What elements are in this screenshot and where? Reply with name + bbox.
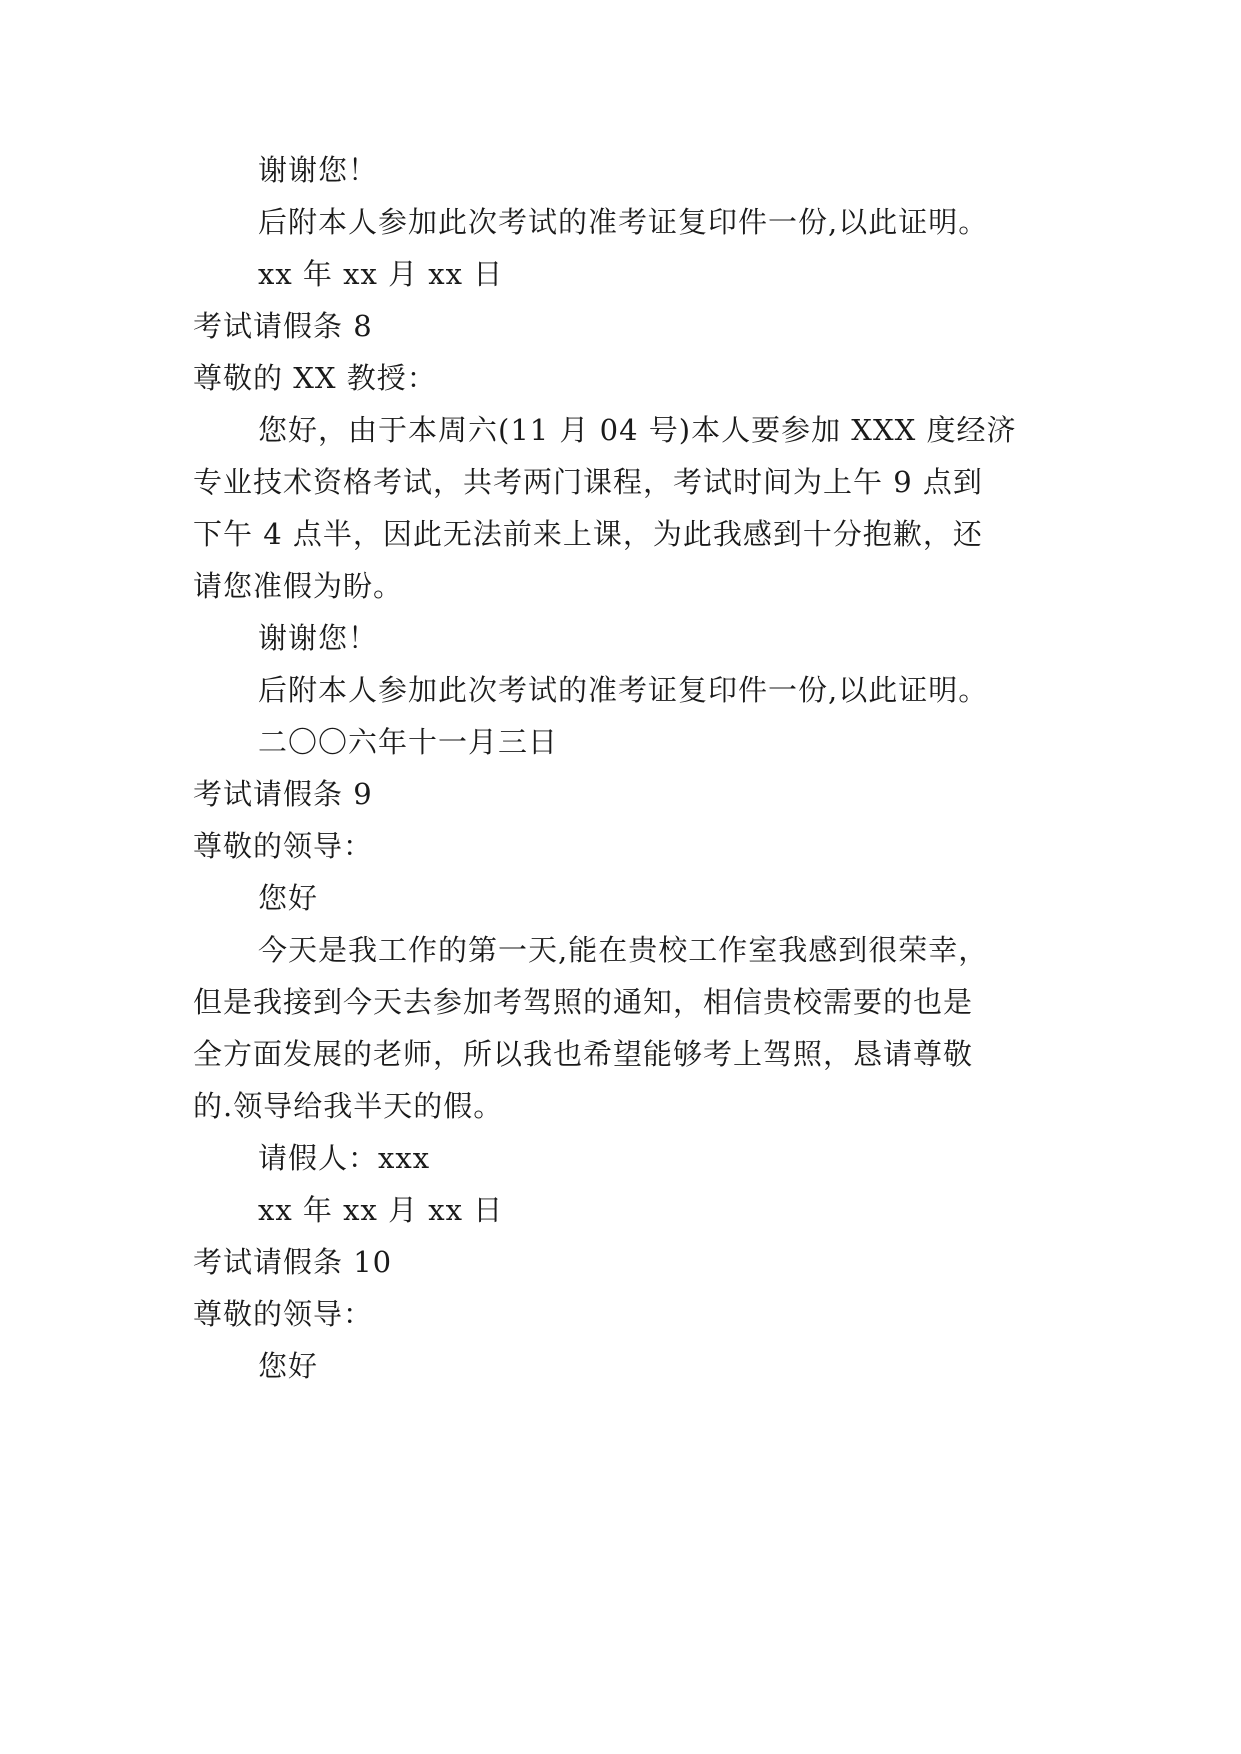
thanks-line: 谢谢您！ [258, 621, 379, 655]
thanks-line: 谢谢您！ [258, 153, 379, 187]
section-title-10: 考试请假条 10 [193, 1245, 393, 1279]
date-line: xx 年 xx 月 xx 日 [258, 1193, 504, 1227]
signature-line: 请假人：xxx [258, 1141, 431, 1175]
date-line: 二〇〇六年十一月三日 [258, 725, 559, 759]
section-title-8: 考试请假条 8 [193, 309, 373, 343]
body-paragraph-line: 您好，由于本周六(11 月 04 号)本人要参加 XXX 度经济 [258, 413, 1017, 447]
body-paragraph-line: 但是我接到今天去参加考驾照的通知，相信贵校需要的也是 [193, 985, 974, 1019]
salutation: 尊敬的领导： [193, 1297, 374, 1331]
attachment-note: 后附本人参加此次考试的准考证复印件一份,以此证明。 [258, 205, 989, 239]
body-paragraph-line: 专业技术资格考试，共考两门课程，考试时间为上午 9 点到 [193, 465, 983, 499]
body-paragraph-line: 全方面发展的老师，所以我也希望能够考上驾照，恳请尊敬 [193, 1037, 974, 1071]
body-paragraph-line: 的.领导给我半天的假。 [193, 1089, 504, 1123]
body-paragraph-line: 今天是我工作的第一天,能在贵校工作室我感到很荣幸， [258, 933, 989, 967]
greeting: 您好 [258, 1349, 319, 1383]
attachment-note: 后附本人参加此次考试的准考证复印件一份,以此证明。 [258, 673, 989, 707]
greeting: 您好 [258, 881, 319, 915]
body-paragraph-line: 请您准假为盼。 [193, 569, 404, 603]
section-title-9: 考试请假条 9 [193, 777, 373, 811]
date-line: xx 年 xx 月 xx 日 [258, 257, 504, 291]
body-paragraph-line: 下午 4 点半，因此无法前来上课，为此我感到十分抱歉，还 [193, 517, 983, 551]
salutation: 尊敬的领导： [193, 829, 374, 863]
salutation: 尊敬的 XX 教授： [193, 361, 437, 395]
